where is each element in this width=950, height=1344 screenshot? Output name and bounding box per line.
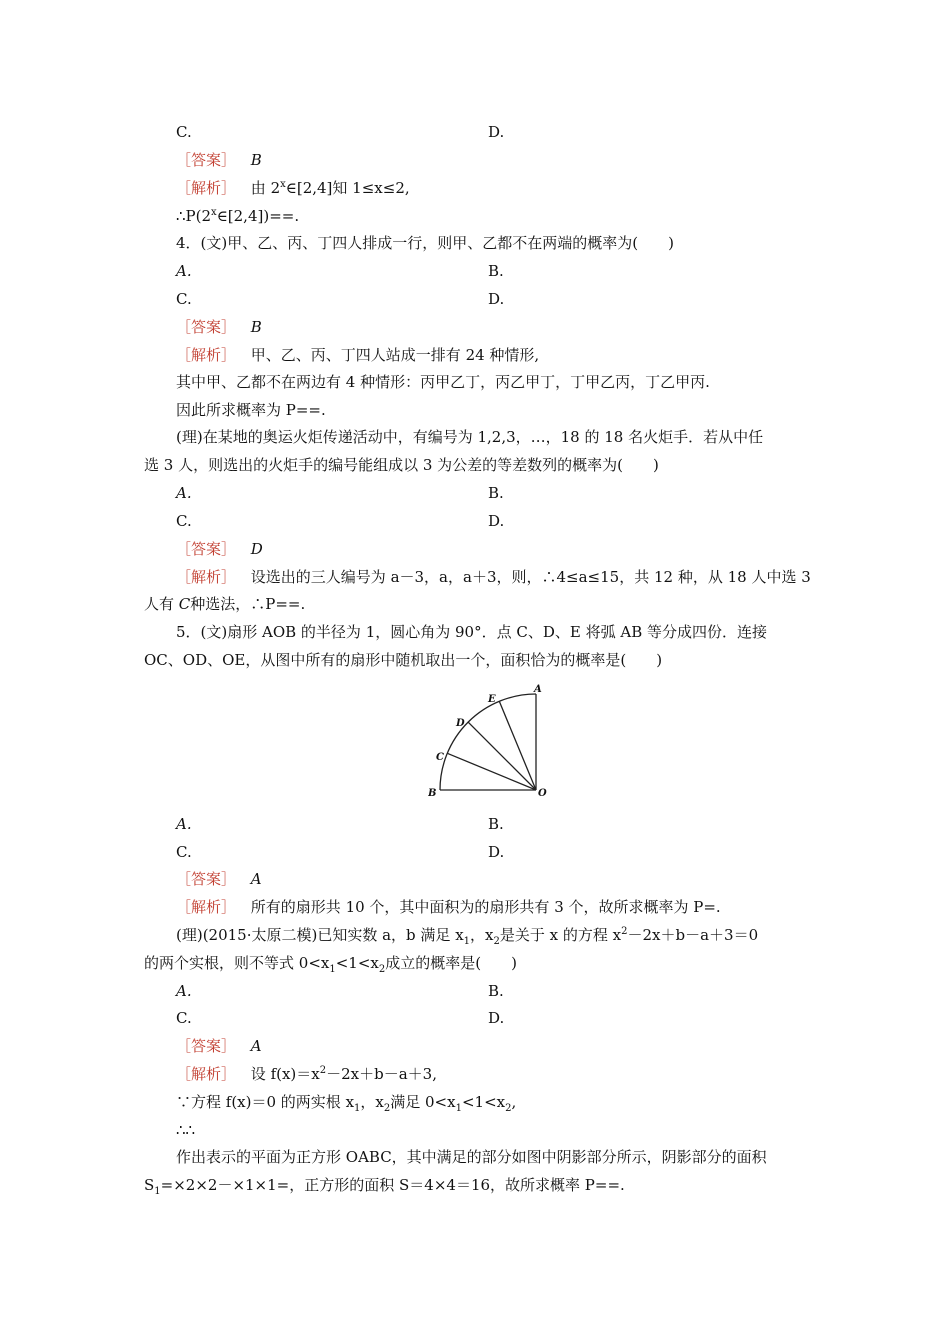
answer-tag: ［答案］ bbox=[176, 870, 237, 888]
analysis-tag: ［解析］ bbox=[176, 898, 237, 916]
q4-li-options-ab bbox=[176, 483, 504, 503]
q5-li-option-a: A. bbox=[176, 982, 192, 1000]
answer-value: A bbox=[250, 1037, 262, 1055]
label-d: D bbox=[456, 718, 465, 729]
q4-analysis-line2: 其中甲、乙都不在两边有 4 种情形：丙甲乙丁，丙乙甲丁，丁甲乙丙，丁乙甲丙. bbox=[176, 373, 710, 391]
analysis-text: 设 $f(x)=x^2-2x+b-a+3$, bbox=[250, 1065, 437, 1083]
q4-option-b: B. bbox=[488, 262, 504, 280]
q5-li-answer bbox=[176, 1036, 262, 1056]
q3-answer bbox=[176, 150, 262, 170]
q3-analysis bbox=[176, 178, 410, 198]
analysis-tag: ［解析］ bbox=[176, 1065, 237, 1083]
answer-value: B bbox=[250, 151, 262, 169]
q5-li-stem-line1: (理)(2015·太原二模)已知实数 a，b 满足 $x_1$，$x_2$是关于 x 的方程 $x^2-2x+b-a+3=0$ bbox=[176, 926, 759, 947]
label-a: A bbox=[534, 684, 542, 695]
q4-li-answer bbox=[176, 539, 263, 559]
q5-li-option-c: C. bbox=[176, 1009, 192, 1027]
q5-li-analysis-line2: ∵方程 f(x)＝0 的两实根 $x_1$，$x_2$满足 $0<x_1<1<x_2$, bbox=[176, 1093, 517, 1114]
answer-tag: ［答案］ bbox=[176, 151, 237, 169]
q4-options-cd bbox=[176, 289, 505, 309]
q5-stem-line1: 5．(文)扇形 AOB 的半径为 1，圆心角为 90°．点 C、D、E 将弧 AB 等分成四份．连接 bbox=[176, 623, 767, 641]
q5-li-analysis bbox=[176, 1064, 437, 1084]
answer-tag: ［答案］ bbox=[176, 1037, 237, 1055]
q4-analysis-line3: 因此所求概率为 P==. bbox=[176, 401, 326, 419]
q4-li-analysis bbox=[176, 567, 811, 587]
label-e: E bbox=[488, 694, 496, 705]
q5-li-option-d: D. bbox=[488, 1009, 505, 1027]
q4-stem-li-line1: (理)在某地的奥运火炬传递活动中，有编号为 1,2,3，…，18 的 18 名火炬手．若从中任 bbox=[176, 428, 764, 446]
analysis-text: 设选出的三人编号为 a－3，a，a＋3，则，∴4≤a≤15，共 12 种，从 18 人中选 3 bbox=[250, 568, 811, 586]
q4-li-analysis-line2: 人有 C种选法，∴P==. bbox=[144, 595, 306, 613]
analysis-text: 所有的扇形共 10 个，其中面积为的扇形共有 3 个，故所求概率为 P=. bbox=[250, 898, 721, 916]
answer-value: A bbox=[250, 870, 262, 888]
q4-option-c: C. bbox=[176, 290, 192, 308]
q4-li-option-c: C. bbox=[176, 512, 192, 530]
q5-option-c: C. bbox=[176, 843, 192, 861]
q5-li-analysis-line4: 作出表示的平面为正方形 OABC，其中满足的部分如图中阴影部分所示，阴影部分的面积 bbox=[176, 1148, 767, 1166]
q5-options-cd bbox=[176, 842, 505, 862]
q4-stem-li-line2: 选 3 人，则选出的火炬手的编号能组成以 3 为公差的等差数列的概率为( ) bbox=[144, 456, 659, 474]
q5-option-a: A. bbox=[176, 815, 192, 833]
q5-options-ab bbox=[176, 814, 504, 834]
q4-li-option-b: B. bbox=[488, 484, 504, 502]
q5-li-options-ab bbox=[176, 981, 504, 1001]
q5-li-option-b: B. bbox=[488, 982, 504, 1000]
sector-aob-figure bbox=[428, 684, 552, 800]
label-o: O bbox=[538, 788, 547, 799]
q5-answer bbox=[176, 869, 262, 889]
q5-option-d: D. bbox=[488, 843, 505, 861]
q4-answer bbox=[176, 317, 262, 337]
q3-analysis-line2: $\therefore P(2^x\in[2,4])==$. bbox=[176, 207, 300, 225]
q5-li-analysis-line3: ∴∴ bbox=[176, 1121, 196, 1139]
answer-tag: ［答案］ bbox=[176, 540, 237, 558]
analysis-tag: ［解析］ bbox=[176, 568, 237, 586]
q3-option-d: D. bbox=[488, 123, 505, 141]
q3-option-c: C. bbox=[176, 123, 192, 141]
answer-tag: ［答案］ bbox=[176, 318, 237, 336]
label-c: C bbox=[436, 752, 444, 763]
q5-option-b: B. bbox=[488, 815, 504, 833]
q4-options-ab bbox=[176, 261, 504, 281]
q3-option-c-row bbox=[176, 122, 505, 142]
q5-li-options-cd bbox=[176, 1008, 505, 1028]
analysis-tag: ［解析］ bbox=[176, 346, 237, 364]
analysis-text: 由 2$^x$∈[2,4]知 1≤x≤2, bbox=[250, 179, 410, 197]
q5-li-stem-line2: 的两个实根，则不等式 $0<x_1<1<x_2$成立的概率是( ) bbox=[144, 954, 517, 975]
answer-value: D bbox=[250, 540, 263, 558]
q4-option-a: A. bbox=[176, 262, 192, 280]
segment-od bbox=[468, 722, 536, 790]
analysis-text: 甲、乙、丙、丁四人站成一排有 24 种情形, bbox=[250, 346, 540, 364]
q4-li-options-cd bbox=[176, 511, 505, 531]
q5-analysis bbox=[176, 897, 721, 917]
q4-option-d: D. bbox=[488, 290, 505, 308]
q4-li-option-d: D. bbox=[488, 512, 505, 530]
q4-li-option-a: A. bbox=[176, 484, 192, 502]
analysis-tag: ［解析］ bbox=[176, 179, 237, 197]
q5-stem-line2: OC、OD、OE，从图中所有的扇形中随机取出一个，面积恰为的概率是( ) bbox=[144, 651, 663, 669]
q5-li-analysis-line5: $S_1=\times 2\times 2-\times 1\times 1=$，正方形的面积 S＝4×4＝16，故所求概率 P==. bbox=[144, 1176, 625, 1197]
label-b: B bbox=[428, 788, 437, 799]
q4-analysis bbox=[176, 345, 539, 365]
answer-value: B bbox=[250, 318, 262, 336]
q4-stem-wen: 4．(文)甲、乙、丙、丁四人排成一行，则甲、乙都不在两端的概率为( ) bbox=[176, 234, 674, 252]
